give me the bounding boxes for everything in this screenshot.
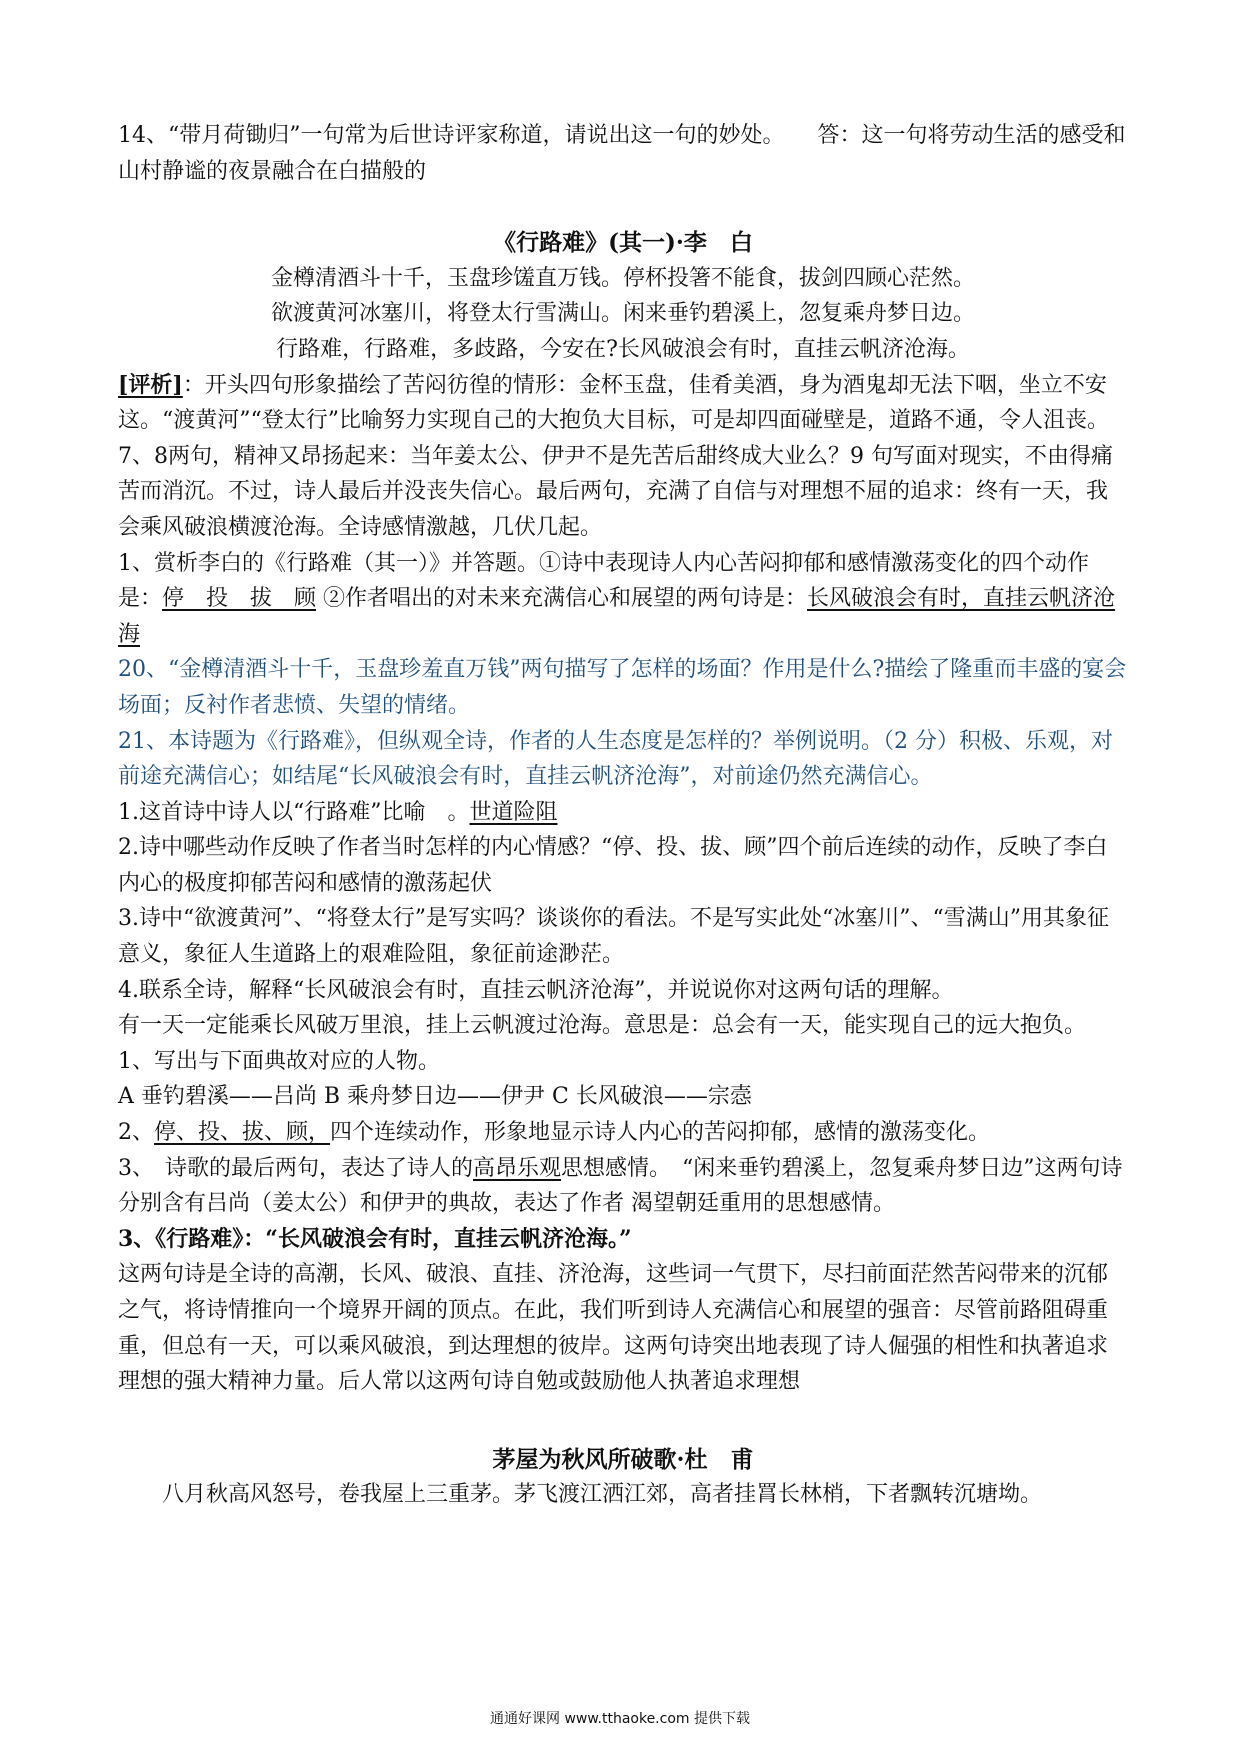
poem-title-xinglunan: 《行路难》(其一)·李 白 — [493, 229, 753, 257]
allusion-answer: A 垂钓碧溪——吕尚 B 乘舟梦日边——伊尹 C 长风破浪——宗悫 — [118, 1084, 752, 1110]
poem-line-2: 欲渡黄河冰塞川，将登太行雪满山。闲来垂钓碧溪上，忽复乘舟梦日边。 — [270, 301, 975, 327]
numbered-q3: 3.诗中“欲渡黄河”、“将登太行”是写实吗？谈谈你的看法。不是写实此处“冰塞川”、“雪满山”用其象征意义，象征人生道路上的艰难险阻，象征前途渺茫。 — [118, 906, 1109, 968]
analysis-label: [评析] — [118, 371, 183, 398]
numbered-q4-answer: 有一天一定能乘长风破万里浪，挂上云帆渡过沧海。意思是：总会有一天，能实现自己的远大抱负。 — [118, 1013, 1087, 1039]
actions-item-number: 2、 — [118, 1120, 154, 1146]
numbered-q2: 2.诗中哪些动作反映了作者当时怎样的内心情感？“停、投、拔、顾”四个前后连续的动作，反映了李白内心的极度抑郁苦闷和感情的激荡起伏 — [118, 835, 1108, 896]
feeling-item-text: 3、 诗歌的最后两句，表达了诗人的 — [118, 1155, 473, 1181]
famous-lines-commentary: 这两句诗是全诗的高潮，长风、破浪、直挂、济沧海，这些词一气贯下，尽扫前面茫然苦闷带来的沉郁之气，将诗情推向一个境界开阔的顶点。在此，我们听到诗人充满信心和展望的强音：尽管前路阻碍重重，但总有一天，可以乘风破浪，到达理想的彼岸。这两句诗突出地表现了诗人倔强的相性和执著追求理想的强大精神力量。后人常以这两句诗自勉或鼓励他人执著追求理想 — [118, 1262, 1109, 1395]
feeling-item-answer: 高昂乐观 — [473, 1155, 562, 1181]
exercise-1-question: 1、赏析李白的《行路难（其一）》并答题。①诗中表现诗人内心苦闷抑郁和感情激荡变化的四个动作是： — [118, 550, 1090, 612]
poem-title-maowu: 茅屋为秋风所破歌·杜 甫 — [492, 1445, 754, 1473]
analysis-paragraph — [118, 368, 1128, 546]
question-14: 14、“带月荷锄归”一句常为后世诗评家称道，请说出这一句的妙处。 答：这一句将劳动生活的感受和山村静谧的夜景融合在白描般的 — [118, 123, 1126, 184]
document-body — [118, 118, 1128, 1513]
exercise-1 — [118, 546, 1128, 653]
exercise-1-answer-actions: 停 投 拔 顾 — [162, 586, 317, 612]
allusion-question: 1、写出与下面典故对应的人物。 — [118, 1048, 440, 1074]
numbered-q1-text: 1.这首诗中诗人以“行路难”比喻 。 — [118, 799, 470, 825]
poem2-line-1: 八月秋高风怒号，卷我屋上三重茅。茅飞渡江洒江郊，高者挂罥长林梢，下者飘转沉塘坳。 — [162, 1482, 1043, 1508]
exercise-1-answer-lines: 长风破浪会有时，直挂云帆济沧海 — [118, 586, 1116, 647]
numbered-q4: 4.联系全诗，解释“长风破浪会有时，直挂云帆济沧海”，并说说你对这两句话的理解。 — [118, 977, 954, 1003]
poem-line-1: 金樽清酒斗十千，玉盘珍馐直万钱。停杯投箸不能食，拔剑四顾心茫然。 — [270, 265, 975, 291]
exercise-1-question-2: ②作者唱出的对未来充满信心和展望的两句诗是： — [316, 586, 808, 612]
actions-item-answer: 停、投、拔、顾， — [154, 1120, 331, 1146]
actions-item — [118, 1115, 1128, 1151]
numbered-q1 — [118, 795, 1128, 831]
feeling-item-text-2: 思想感情。 “闲来垂钓碧溪上，忽复乘舟梦日边”这两句诗分别含有吕尚（姜太公）和伊尹的典故，表达了作者 渴望朝廷重用的思想感情。 — [118, 1155, 1123, 1217]
exercise-20: 20、“金樽清酒斗十千，玉盘珍羞直万钱”两句描写了怎样的场面？作用是什么?描绘了隆重而丰盛的宴会场面；反衬作者悲愤、失望的情绪。 — [118, 657, 1127, 718]
famous-lines-heading: 3、《行路难》：“长风破浪会有时，直挂云帆济沧海。” — [118, 1225, 632, 1252]
actions-item-text: 四个连续动作，形象地显示诗人内心的苦闷抑郁，感情的激荡变化。 — [330, 1120, 991, 1146]
analysis-text: ：开头四句形象描绘了苦闷彷徨的情形：金杯玉盘，佳肴美酒，身为酒鬼却无法下咽，坐立不安这。“渡黄河”“登太行”比喻努力实现自己的大抱负大目标，可是却四面碰壁是，道路不通，令人沮丧。7、8两句，精神又昂扬起来：当年姜太公、伊尹不是先苦后甜终成大业么？9 句写面对现实，不由得痛苦而消沉。不过，诗人最后并没丧失信心。最后两句，充满了自信与对理想不屈的追求：终有一天，我会乘风破浪横渡沧海。全诗感情激越，几伏几起。 — [118, 372, 1113, 540]
numbered-q1-answer: 世道险阻 — [469, 799, 558, 825]
page-footer: 通通好课网 www.tthaoke.com 提供下载 — [490, 1711, 750, 1727]
poem-line-3: 行路难，行路难，多歧路，今安在?长风破浪会有时，直挂云帆济沧海。 — [276, 336, 970, 362]
exercise-21: 21、本诗题为《行路难》，但纵观全诗，作者的人生态度是怎样的？举例说明。（2 分）积极、乐观，对前途充满信心；如结尾“长风破浪会有时，直挂云帆济沧海”，对前途仍然充满信心。 — [118, 728, 1113, 790]
feeling-item — [118, 1151, 1128, 1222]
